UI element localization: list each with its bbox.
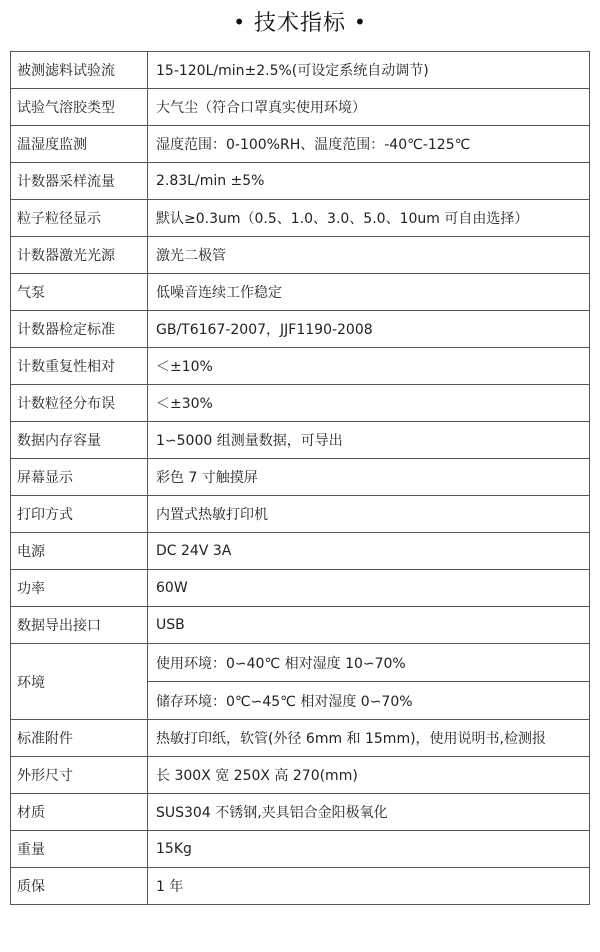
table-row — [11, 459, 590, 496]
environment-label: 环境 — [11, 644, 148, 720]
spec-value: 湿度范围：0-100%RH、温度范围：-40℃-125℃ — [148, 126, 590, 163]
spec-label: 重量 — [11, 831, 148, 868]
spec-value: 长 300X 宽 250X 高 270(mm) — [148, 757, 590, 794]
table-row — [11, 496, 590, 533]
spec-label: 温湿度监测 — [11, 126, 148, 163]
spec-label: 材质 — [11, 794, 148, 831]
table-row — [11, 274, 590, 311]
table-row — [11, 533, 590, 570]
table-row — [11, 89, 590, 126]
spec-value: 大气尘（符合口罩真实使用环境） — [148, 89, 590, 126]
spec-value: DC 24V 3A — [148, 533, 590, 570]
spec-value: ＜±10% — [148, 348, 590, 385]
spec-label: 质保 — [11, 868, 148, 905]
spec-value: 1∽5000 组测量数据，可导出 — [148, 422, 590, 459]
spec-label: 计数器检定标准 — [11, 311, 148, 348]
title-bullet-right: • — [354, 10, 367, 34]
table-row — [11, 237, 590, 274]
table-row — [11, 52, 590, 89]
spec-value: 激光二极管 — [148, 237, 590, 274]
title-bullet-left: • — [233, 10, 246, 34]
page-title-text: 技术指标 — [253, 10, 346, 36]
table-row — [11, 831, 590, 868]
table-row — [11, 348, 590, 385]
spec-value: GB/T6167-2007，JJF1190-2008 — [148, 311, 590, 348]
spec-value: USB — [148, 607, 590, 644]
spec-label: 外形尺寸 — [11, 757, 148, 794]
table-row — [11, 757, 590, 794]
table-row — [11, 163, 590, 200]
spec-value: SUS304 不锈钢,夹具铝合金阳极氧化 — [148, 794, 590, 831]
table-row — [11, 200, 590, 237]
table-row — [11, 422, 590, 459]
spec-label: 计数器激光光源 — [11, 237, 148, 274]
spec-label: 计数粒径分布误 — [11, 385, 148, 422]
spec-label: 打印方式 — [11, 496, 148, 533]
spec-table — [10, 51, 590, 905]
table-row — [11, 794, 590, 831]
table-row — [11, 570, 590, 607]
environment-storage-value: 储存环境：0℃∽45℃ 相对湿度 0∽70% — [148, 682, 590, 720]
spec-label: 气泵 — [11, 274, 148, 311]
spec-label: 被测滤料试验流 — [11, 52, 148, 89]
spec-value: 1 年 — [148, 868, 590, 905]
spec-label: 屏幕显示 — [11, 459, 148, 496]
spec-value: ＜±30% — [148, 385, 590, 422]
table-row — [11, 126, 590, 163]
spec-value: 15Kg — [148, 831, 590, 868]
spec-label: 计数重复性相对 — [11, 348, 148, 385]
table-row — [11, 868, 590, 905]
table-row-environment — [11, 644, 590, 682]
page-title — [0, 0, 600, 42]
spec-label: 数据导出接口 — [11, 607, 148, 644]
table-row — [11, 385, 590, 422]
spec-value: 60W — [148, 570, 590, 607]
spec-label: 功率 — [11, 570, 148, 607]
spec-value: 2.83L/min ±5% — [148, 163, 590, 200]
spec-value: 彩色 7 寸触摸屏 — [148, 459, 590, 496]
spec-label: 试验气溶胶类型 — [11, 89, 148, 126]
environment-use-value: 使用环境：0∽40℃ 相对湿度 10∽70% — [148, 644, 590, 682]
spec-value: 低噪音连续工作稳定 — [148, 274, 590, 311]
table-row — [11, 607, 590, 644]
table-row — [11, 311, 590, 348]
spec-label: 计数器采样流量 — [11, 163, 148, 200]
spec-value: 热敏打印纸，软管(外径 6mm 和 15mm)，使用说明书,检测报 — [148, 720, 590, 757]
spec-value: 15-120L/min±2.5%(可设定系统自动调节) — [148, 52, 590, 89]
spec-value: 内置式热敏打印机 — [148, 496, 590, 533]
spec-label: 粒子粒径显示 — [11, 200, 148, 237]
spec-label: 标准附件 — [11, 720, 148, 757]
table-row — [11, 720, 590, 757]
spec-label: 电源 — [11, 533, 148, 570]
spec-label: 数据内存容量 — [11, 422, 148, 459]
spec-value: 默认≥0.3um（0.5、1.0、3.0、5.0、10um 可自由选择） — [148, 200, 590, 237]
